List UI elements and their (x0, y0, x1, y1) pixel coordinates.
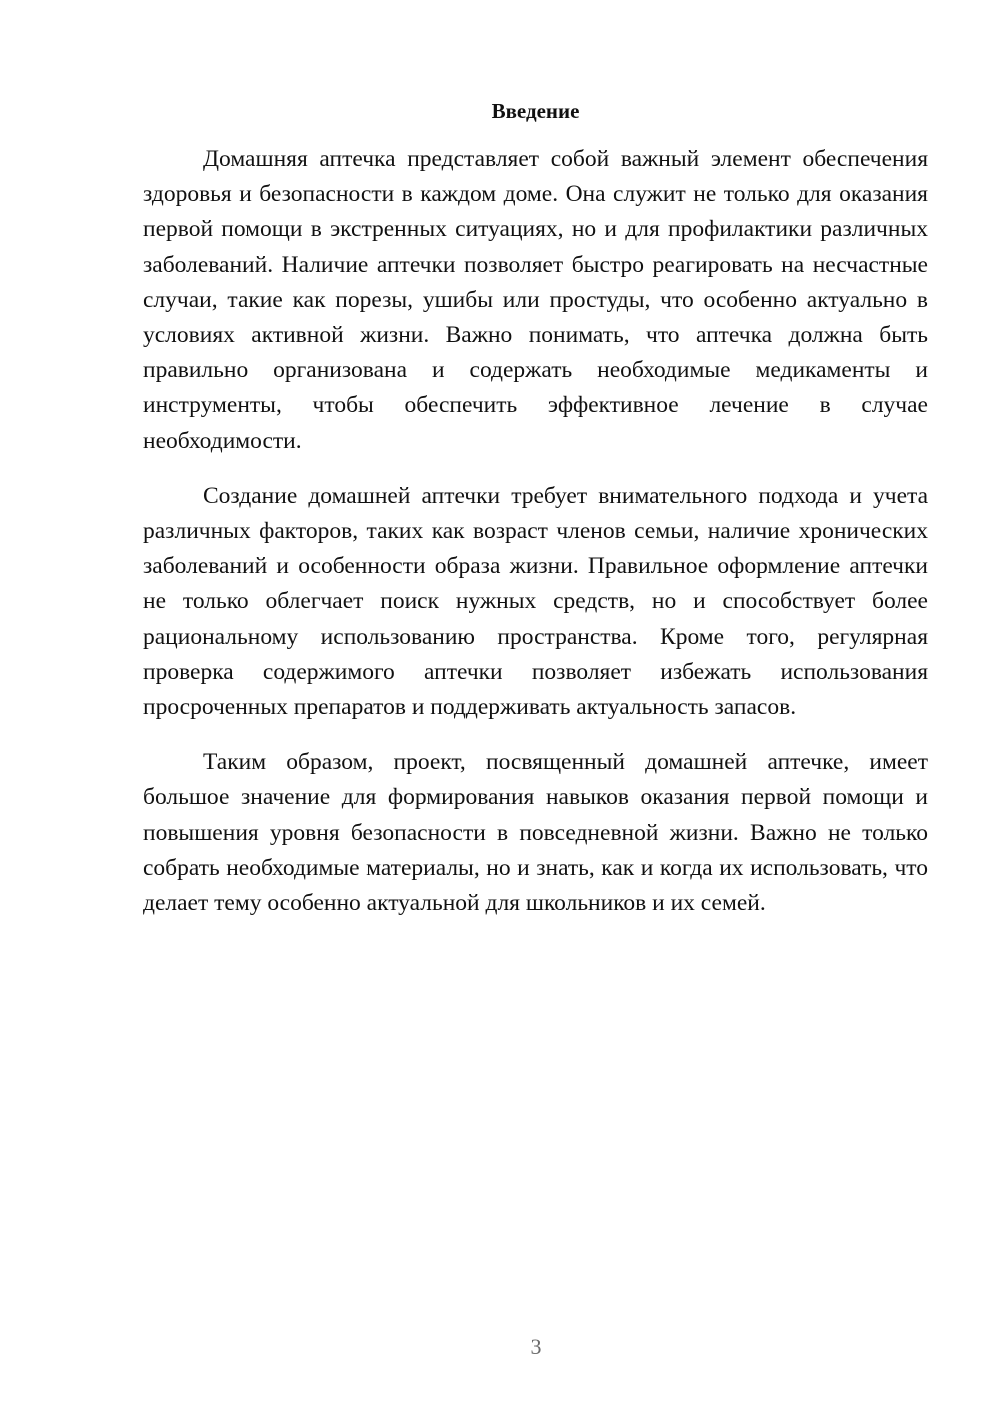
paragraph-1: Домашняя аптечка представляет собой важный элемент обеспечения здоровья и безопасности в каждом доме. Она служит не только для оказания первой помощи в экстренных ситуациях, но и для профилактики различных заболеваний. Наличие аптечки позволяет быстро реагировать на несчастные случаи, такие как порезы, ушибы или простуды, что особенно актуально в условиях активной жизни. Важно понимать, что аптечка должна быть правильно организована и содержать необходимые медикаменты и инструменты, чтобы обеспечить эффективное лечение в случае необходимости. (143, 146, 928, 454)
body-text (143, 142, 928, 921)
page-number: 3 (530, 1334, 542, 1359)
paragraph-3: Таким образом, проект, посвященный домашней аптечке, имеет большое значение для формирования навыков оказания первой помощи и повышения уровня безопасности в повседневной жизни. Важно не только собрать необходимые материалы, но и знать, как и когда их использовать, что делает тему особенно актуальной для школьников и их семей. (143, 749, 928, 917)
paragraph-2: Создание домашней аптечки требует внимательного подхода и учета различных факторов, таких как возраст членов семьи, наличие хронических заболеваний и особенности образа жизни. Правильное оформление аптечки не только облегчает поиск нужных средств, но и способствует более рациональному использованию пространства. Кроме того, регулярная проверка содержимого аптечки позволяет избежать использования просроченных препаратов и поддерживать актуальность запасов. (143, 482, 928, 721)
section-heading: Введение (491, 99, 580, 123)
